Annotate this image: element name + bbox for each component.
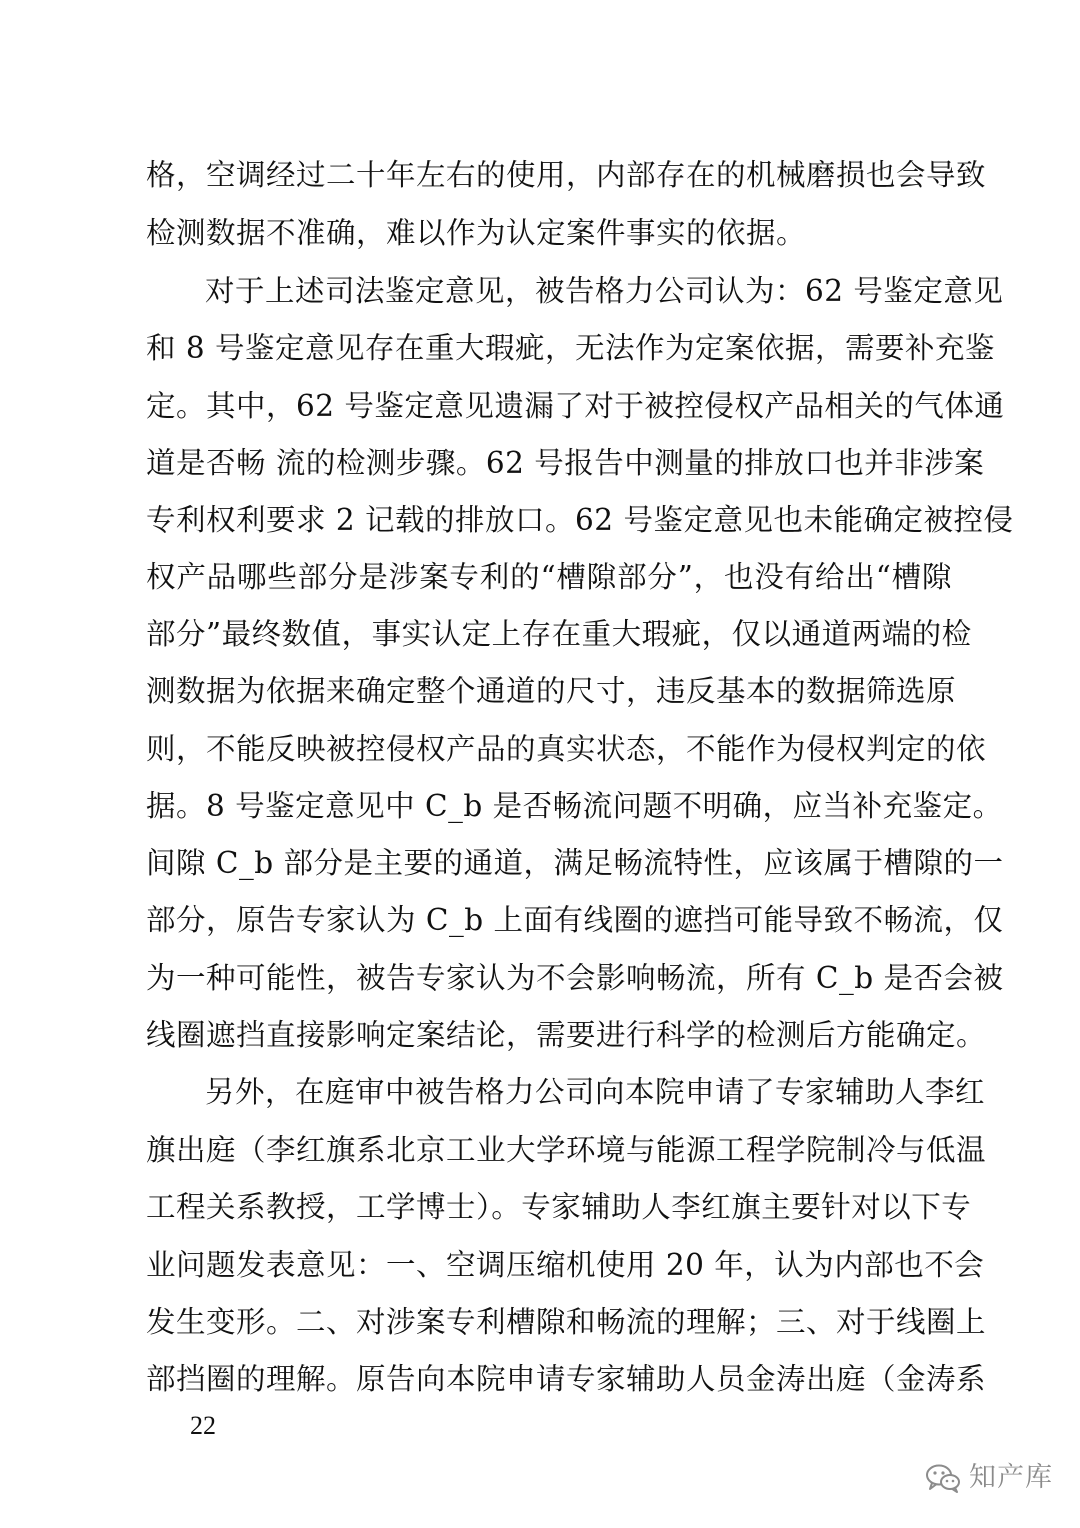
text-line: 定。其中，62 号鉴定意见遗漏了对于被控侵权产品相关的气体通 <box>146 389 1005 423</box>
text-line: 为一种可能性，被告专家认为不会影响畅流，所有 C_b 是否会被 <box>146 961 1004 995</box>
wechat-icon <box>925 1463 961 1493</box>
text-line: 据。8 号鉴定意见中 C_b 是否畅流问题不明确，应当补充鉴定。 <box>146 789 1003 823</box>
text-line: 权产品哪些部分是涉案专利的“槽隙部分”，也没有给出“槽隙 <box>146 560 952 594</box>
text-line: 对于上述司法鉴定意见，被告格力公司认为：62 号鉴定意见 <box>205 274 1004 308</box>
watermark-text: 知产库 <box>969 1462 1053 1493</box>
text-line: 另外，在庭审中被告格力公司向本院申请了专家辅助人李红 <box>205 1075 986 1109</box>
text-line: 道是否畅 流的检测步骤。62 号报告中测量的排放口也并非涉案 <box>146 446 985 480</box>
text-line: 和 8 号鉴定意见存在重大瑕疵，无法作为定案依据，需要补充鉴 <box>146 331 996 365</box>
text-line: 工程关系教授，工学博士）。专家辅助人李红旗主要针对以下专 <box>146 1190 972 1224</box>
text-line: 格，空调经过二十年左右的使用，内部存在的机械磨损也会导致 <box>146 158 987 192</box>
text-line: 部挡圈的理解。原告向本院申请专家辅助人员金涛出庭（金涛系 <box>146 1362 987 1396</box>
text-line: 专利权利要求 2 记载的排放口。62 号鉴定意见也未能确定被控侵 <box>146 503 1014 537</box>
text-line: 间隙 C_b 部分是主要的通道，满足畅流特性，应该属于槽隙的一 <box>146 846 1004 880</box>
text-line: 部分”最终数值，事实认定上存在重大瑕疵，仅以通道两端的检 <box>146 617 972 651</box>
text-line: 发生变形。二、对涉案专利槽隙和畅流的理解；三、对于线圈上 <box>146 1305 987 1339</box>
text-line: 部分，原告专家认为 C_b 上面有线圈的遮挡可能导致不畅流，仅 <box>146 903 1004 937</box>
page-number: 22 <box>190 1411 216 1440</box>
watermark <box>925 1454 1053 1502</box>
text-line: 旗出庭（李红旗系北京工业大学环境与能源工程学院制冷与低温 <box>146 1133 987 1167</box>
text-line: 则，不能反映被控侵权产品的真实状态，不能作为侵权判定的依 <box>146 732 987 766</box>
text-line: 线圈遮挡直接影响定案结论，需要进行科学的检测后方能确定。 <box>146 1018 987 1052</box>
text-line: 测数据为依据来确定整个通道的尺寸，违反基本的数据筛选原 <box>146 674 957 708</box>
text-line: 业问题发表意见：一、空调压缩机使用 20 年，认为内部也不会 <box>146 1248 985 1282</box>
text-line: 检测数据不准确，难以作为认定案件事实的依据。 <box>146 216 807 250</box>
